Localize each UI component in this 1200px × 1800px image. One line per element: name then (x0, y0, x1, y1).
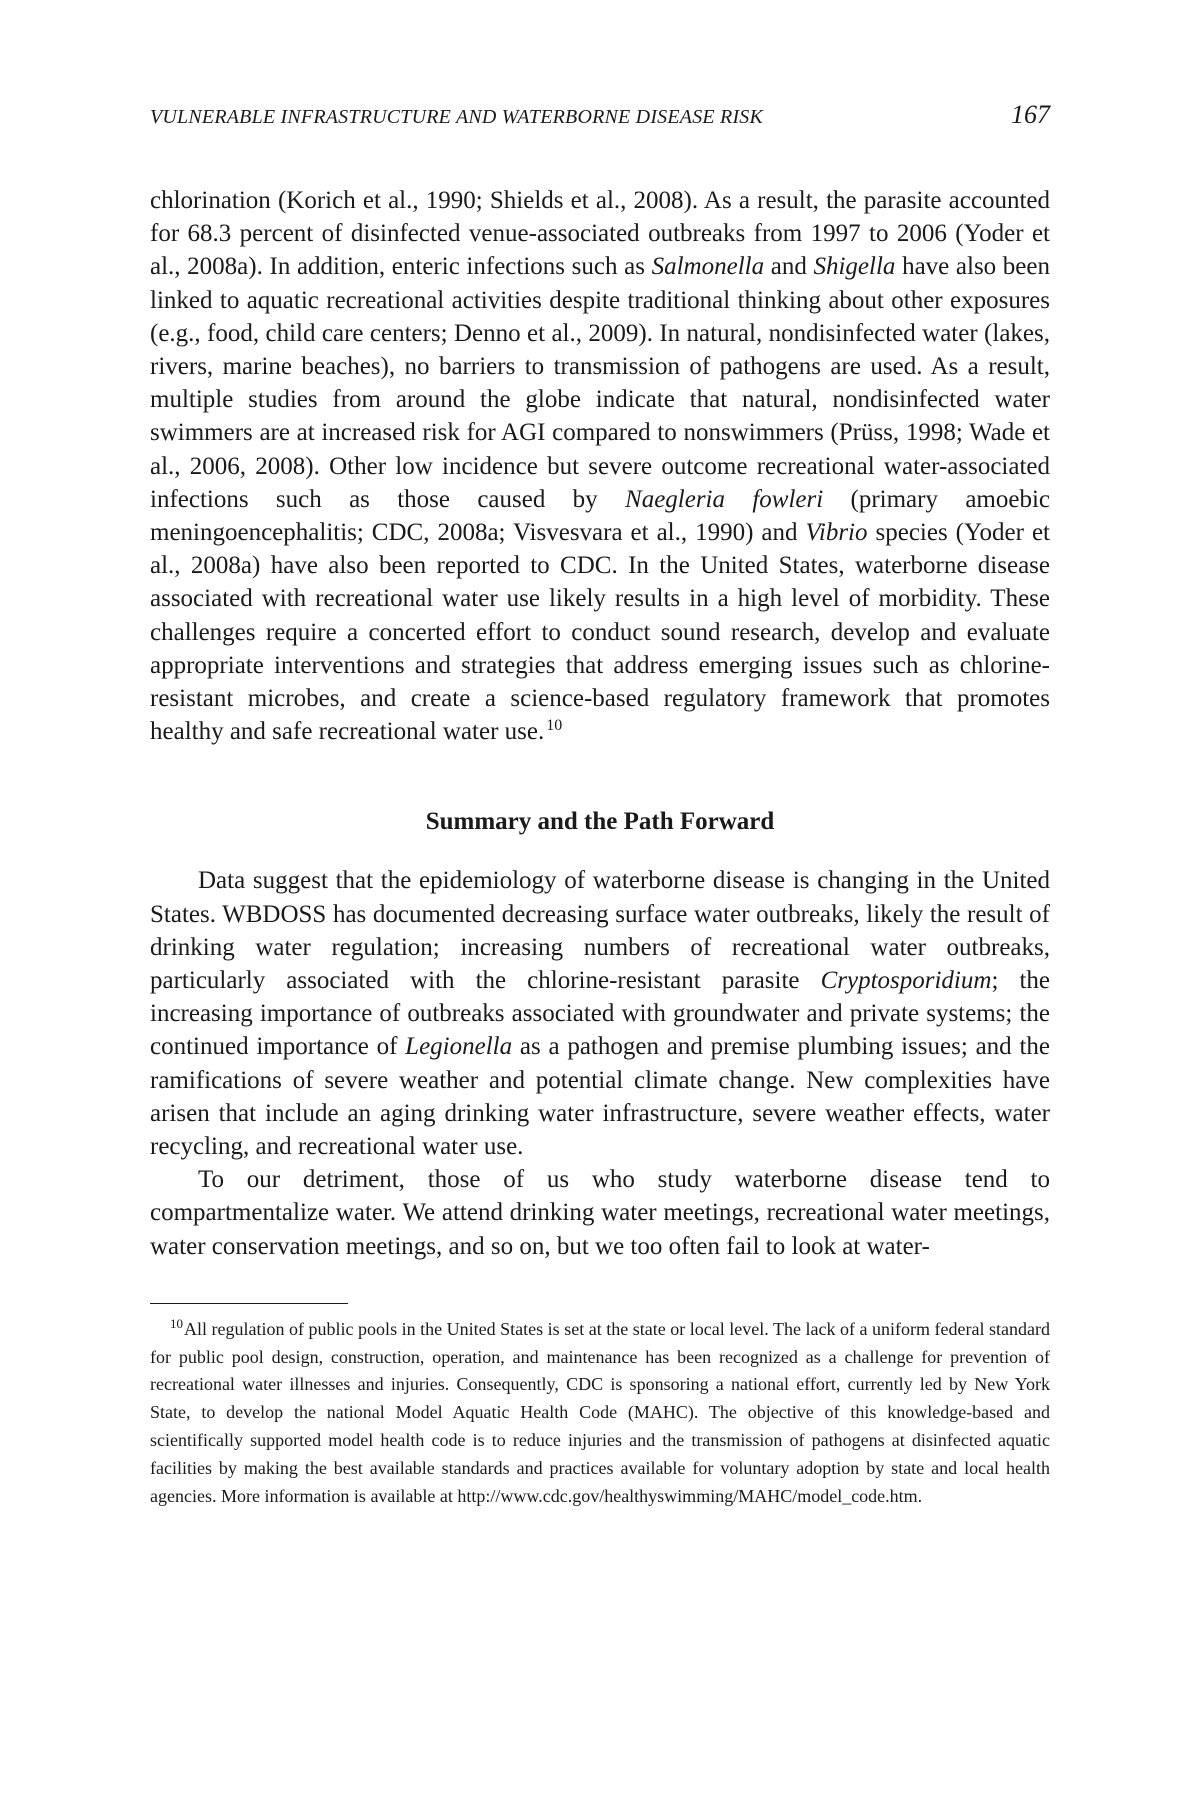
text-run: Data suggest that the epidemiology of waterborne disease is changing in the United States. WBDOSS has documented decreasing surface water outbreaks, likely the result of drinking water regulation; increasing numbers of recreational water outbreaks, particularly associated with the chlorine-resistant parasite (150, 867, 1050, 995)
text-run: (primary amoebic meningoencephalitis; CDC, 2008a; Visvesvara et al., 1990) and (150, 485, 1050, 547)
italic-term: Vibrio (805, 519, 868, 547)
footnote-number: 10 (170, 1315, 183, 1331)
text-run: as a pathogen and premise plumbing issues; and the ramifications of severe weather and potential climate change. New complexities have arisen that include an aging drinking water infrastructure, severe weather effects, water recycling, and recreational water use. (150, 1033, 1050, 1161)
italic-term: Legionella (405, 1033, 513, 1061)
body-paragraph-3: To our detriment, those of us who study waterborne disease tend to compartmentalize water. We attend drinking water meetings, recreational water meetings, water conservation meetings, and so on, but we too often fail to look at water- (150, 1166, 1050, 1260)
italic-term: Cryptosporidium (820, 967, 992, 995)
footnote-10 (150, 1316, 1050, 1511)
text-run: and (764, 253, 814, 281)
body-paragraph-1 (150, 184, 1050, 748)
footnote-text: All regulation of public pools in the United States is set at the state or local level. The lack of a uniform federal standard for public pool design, construction, operation, and maintenance has been recognized as a challenge for prevention of recreational water illnesses and injuries. Consequently, CDC is sponsoring a national effort, currently led by New York State, to develop the national Model Aquatic Health Code (MAHC). The objective of this knowledge-based and scientifically supported model health code is to reduce injuries and the transmission of pathogens at disinfected aquatic facilities by making the best available standards and practices available for voluntary adoption by state and local health agencies. More information is available at http://www.cdc.gov/healthyswimming/MAHC/model_code.htm. (150, 1318, 1050, 1506)
section-heading: Summary and the Path Forward (425, 808, 775, 836)
text-run: have also been linked to aquatic recreational activities despite traditional thinking about other exposures (e.g., food, child care centers; Denno et al., 2009). In natural, nondisinfected water (lakes, rivers, marine beaches), no barriers to transmission of pathogens are used. As a result, multiple studies from around the globe indicate that natural, nondisinfected water swimmers are at increased risk for AGI compared to nonswimmers (Prüss, 1998; Wade et al., 2006, 2008). Other low incidence but severe outcome recreational water-associated infections such as those caused by (150, 253, 1050, 513)
running-head (150, 100, 1050, 136)
text-run: species (Yoder et al., 2008a) have also been reported to CDC. In the United States, waterborne disease associated with recreational water use likely results in a high level of morbidity. These challenges require a concerted effort to conduct sound research, develop and evaluate appropriate interventions and strategies that address emerging issues such as chlorine-resistant microbes, and create a science-based regulatory framework that promotes healthy and safe recreational water use. (150, 519, 1050, 746)
footnote-divider (150, 1303, 348, 1304)
text-run: ; the increasing importance of outbreaks associated with groundwater and private systems; the continued importance of (150, 967, 1050, 1061)
body-paragraph-2 (150, 864, 1050, 1163)
page-number: 167 (1011, 100, 1050, 129)
text-run: chlorination (Korich et al., 1990; Shields et al., 2008). As a result, the parasite accounted for 68.3 percent of disinfected venue-associated outbreaks from 1997 to 2006 (Yoder et al., 2008a). In addition, enteric infections such as (150, 187, 1050, 281)
book-page (150, 100, 1050, 1510)
italic-term: Shigella (813, 253, 896, 281)
italic-term: Salmonella (651, 253, 765, 281)
italic-term: Naegleria fowleri (625, 485, 824, 513)
footnote-reference: 10 (546, 716, 563, 734)
running-title: VULNERABLE INFRASTRUCTURE AND WATERBORNE DISEASE RISK (150, 106, 764, 128)
